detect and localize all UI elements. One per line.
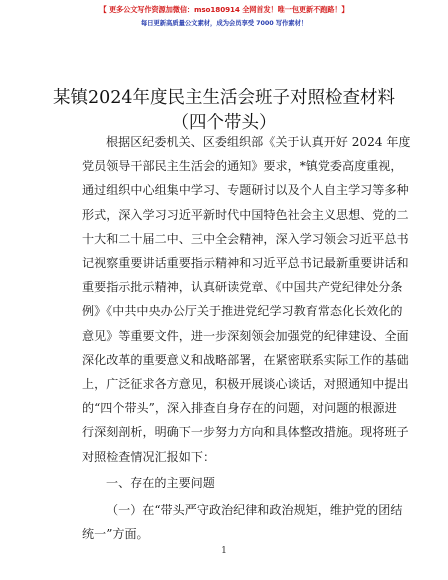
body-line: 深化改革的重要意义和战略部署，在紧密联系实际工作的基础 bbox=[82, 352, 409, 367]
body-line: 党员领导干部民主生活会的通知》要求，*镇党委高度重视， bbox=[82, 159, 403, 174]
subsection-line: （一）在“带头严守政治纪律和政治规矩，维护党的团结 bbox=[106, 503, 403, 518]
body-line: 十大和二十届二中、三中全会精神，深入学习领会习近平总书 bbox=[82, 231, 409, 246]
body-line: 通过组织中心组集中学习、专题研讨以及个人自主学习等多种 bbox=[82, 183, 409, 198]
document-title-line-1: 某镇2024年度民主生活会班子对照检查材料 bbox=[52, 88, 396, 108]
body-line: 上，广泛征求各方意见，积极开展谈心谈话，对照通知中提出 bbox=[82, 377, 409, 392]
subsection-line: 统一”方面。 bbox=[82, 527, 149, 542]
body-line: 意见》等重要文件，进一步深刻领会加强党的纪律建设、全面 bbox=[82, 328, 409, 343]
body-line: 重要指示批示精神，认真研读党章、《中国共产党纪律处分条 bbox=[82, 280, 403, 295]
document-title-line-2: （四个带头） bbox=[171, 113, 277, 133]
document-title bbox=[0, 86, 448, 136]
document-body bbox=[82, 130, 411, 546]
body-line: 对照检查情况汇报如下： bbox=[82, 449, 216, 464]
promo-banner-line-1: 【 更多公文写作资源加微信：mso180914 全网首发！唯一包更新不跑路！】 bbox=[99, 5, 349, 14]
body-line: 形式，深入学习习近平新时代中国特色社会主义思想、党的二 bbox=[82, 207, 409, 222]
body-line: 例》《中共中央办公厅关于推进党纪学习教育常态化长效化的 bbox=[82, 304, 403, 319]
body-line: 行深刻剖析，明确下一步努力方向和具体整改措施。现将班子 bbox=[82, 425, 409, 440]
page-number: 1 bbox=[221, 546, 227, 556]
section-heading: 一、存在的主要问题 bbox=[106, 475, 215, 490]
body-line: 的“四个带头”，深入排查自身存在的问题，对问题的根源进 bbox=[82, 401, 397, 416]
body-line: 记视察重要讲话重要指示精神和习近平总书记最新重要讲话和 bbox=[82, 256, 409, 271]
body-line: 根据区纪委机关、区委组织部《关于认真开好 2024 年度 bbox=[106, 135, 411, 149]
promo-banner bbox=[0, 4, 448, 29]
promo-banner-line-2: 每日更新高质量公文素材，成为会员享受 7000 写作素材！ bbox=[140, 19, 308, 27]
